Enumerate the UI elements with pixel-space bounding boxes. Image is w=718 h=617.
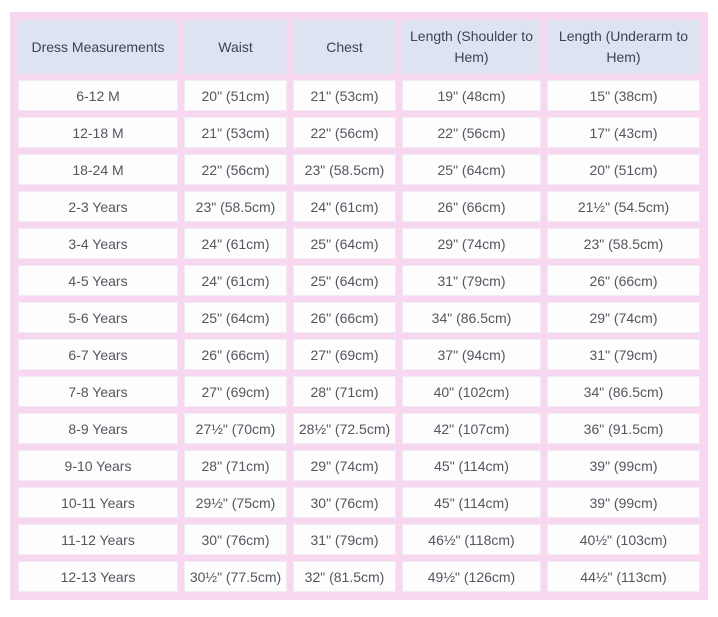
table-row [18, 302, 700, 333]
measurement-cell: 29" (74cm) [547, 302, 700, 333]
measurement-cell: 42" (107cm) [402, 413, 541, 444]
size-label-cell: 4-5 Years [18, 265, 178, 296]
measurement-cell: 37" (94cm) [402, 339, 541, 370]
measurement-cell: 36" (91.5cm) [547, 413, 700, 444]
measurement-cell: 26" (66cm) [402, 191, 541, 222]
measurement-cell: 27½" (70cm) [184, 413, 287, 444]
measurement-cell: 23" (58.5cm) [547, 228, 700, 259]
size-label-cell: 11-12 Years [18, 524, 178, 555]
table-row [18, 524, 700, 555]
table-row [18, 487, 700, 518]
table-row [18, 413, 700, 444]
measurement-cell: 26" (66cm) [547, 265, 700, 296]
measurement-cell: 21½" (54.5cm) [547, 191, 700, 222]
size-label-cell: 2-3 Years [18, 191, 178, 222]
measurement-cell: 20" (51cm) [184, 80, 287, 111]
column-header-dress-measurements: Dress Measurements [18, 20, 178, 74]
measurement-cell: 40½" (103cm) [547, 524, 700, 555]
column-header-length-underarm-to-hem: Length (Underarm to Hem) [547, 20, 700, 74]
measurement-cell: 25" (64cm) [293, 265, 396, 296]
measurement-cell: 45" (114cm) [402, 487, 541, 518]
size-label-cell: 3-4 Years [18, 228, 178, 259]
measurement-cell: 28" (71cm) [293, 376, 396, 407]
measurement-cell: 29" (74cm) [293, 450, 396, 481]
size-label-cell: 6-7 Years [18, 339, 178, 370]
size-label-cell: 5-6 Years [18, 302, 178, 333]
measurement-cell: 24" (61cm) [184, 228, 287, 259]
table-row [18, 376, 700, 407]
measurement-cell: 22" (56cm) [184, 154, 287, 185]
measurement-cell: 28½" (72.5cm) [293, 413, 396, 444]
measurement-cell: 24" (61cm) [293, 191, 396, 222]
measurement-cell: 31" (79cm) [293, 524, 396, 555]
table-row [18, 561, 700, 592]
measurement-cell: 46½" (118cm) [402, 524, 541, 555]
measurement-cell: 24" (61cm) [184, 265, 287, 296]
measurement-cell: 27" (69cm) [184, 376, 287, 407]
table-row [18, 228, 700, 259]
measurement-cell: 45" (114cm) [402, 450, 541, 481]
measurement-cell: 15" (38cm) [547, 80, 700, 111]
measurement-cell: 25" (64cm) [293, 228, 396, 259]
measurement-cell: 26" (66cm) [293, 302, 396, 333]
measurement-cell: 29" (74cm) [402, 228, 541, 259]
size-chart-table [12, 14, 706, 598]
measurement-cell: 26" (66cm) [184, 339, 287, 370]
measurement-cell: 25" (64cm) [402, 154, 541, 185]
measurement-cell: 23" (58.5cm) [184, 191, 287, 222]
measurement-cell: 49½" (126cm) [402, 561, 541, 592]
size-label-cell: 9-10 Years [18, 450, 178, 481]
size-label-cell: 7-8 Years [18, 376, 178, 407]
measurement-cell: 21" (53cm) [184, 117, 287, 148]
table-row [18, 191, 700, 222]
measurement-cell: 30" (76cm) [293, 487, 396, 518]
measurement-cell: 30" (76cm) [184, 524, 287, 555]
measurement-cell: 32" (81.5cm) [293, 561, 396, 592]
measurement-cell: 29½" (75cm) [184, 487, 287, 518]
size-chart-frame [10, 12, 708, 600]
measurement-cell: 31" (79cm) [402, 265, 541, 296]
measurement-cell: 28" (71cm) [184, 450, 287, 481]
size-label-cell: 10-11 Years [18, 487, 178, 518]
measurement-cell: 25" (64cm) [184, 302, 287, 333]
measurement-cell: 31" (79cm) [547, 339, 700, 370]
measurement-cell: 21" (53cm) [293, 80, 396, 111]
table-row [18, 339, 700, 370]
measurement-cell: 17" (43cm) [547, 117, 700, 148]
header-row [18, 20, 700, 74]
size-label-cell: 8-9 Years [18, 413, 178, 444]
column-header-length-shoulder-to-hem: Length (Shoulder to Hem) [402, 20, 541, 74]
table-header [18, 20, 700, 74]
measurement-cell: 20" (51cm) [547, 154, 700, 185]
size-label-cell: 12-18 M [18, 117, 178, 148]
measurement-cell: 44½" (113cm) [547, 561, 700, 592]
measurement-cell: 40" (102cm) [402, 376, 541, 407]
table-row [18, 450, 700, 481]
measurement-cell: 22" (56cm) [402, 117, 541, 148]
size-label-cell: 12-13 Years [18, 561, 178, 592]
measurement-cell: 23" (58.5cm) [293, 154, 396, 185]
table-row [18, 80, 700, 111]
measurement-cell: 34" (86.5cm) [402, 302, 541, 333]
size-label-cell: 18-24 M [18, 154, 178, 185]
table-body [18, 80, 700, 592]
measurement-cell: 22" (56cm) [293, 117, 396, 148]
column-header-waist: Waist [184, 20, 287, 74]
table-row [18, 117, 700, 148]
measurement-cell: 39" (99cm) [547, 487, 700, 518]
measurement-cell: 19" (48cm) [402, 80, 541, 111]
measurement-cell: 30½" (77.5cm) [184, 561, 287, 592]
measurement-cell: 34" (86.5cm) [547, 376, 700, 407]
table-row [18, 265, 700, 296]
size-label-cell: 6-12 M [18, 80, 178, 111]
measurement-cell: 27" (69cm) [293, 339, 396, 370]
table-row [18, 154, 700, 185]
measurement-cell: 39" (99cm) [547, 450, 700, 481]
column-header-chest: Chest [293, 20, 396, 74]
